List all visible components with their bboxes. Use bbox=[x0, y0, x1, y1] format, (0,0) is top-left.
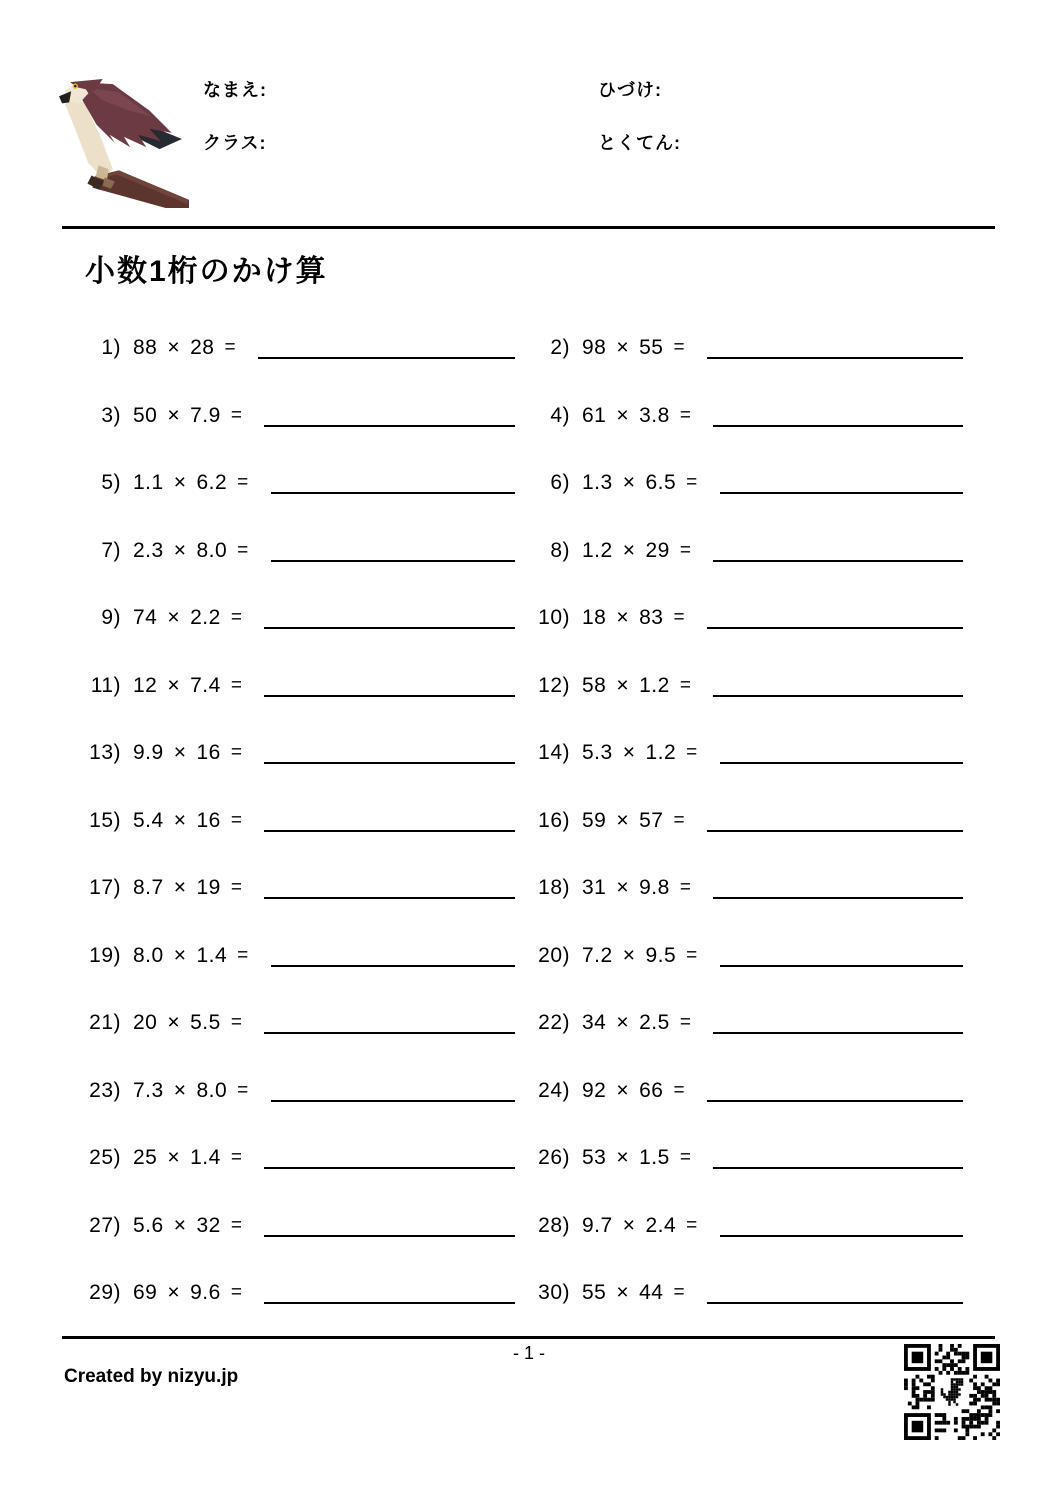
answer-line[interactable] bbox=[720, 471, 963, 494]
operand-a: 7.3 bbox=[133, 1078, 164, 1102]
operand-b: 28 bbox=[190, 336, 215, 359]
problem-number: 19) bbox=[89, 943, 121, 967]
answer-line[interactable] bbox=[713, 539, 963, 562]
problem-number: 20) bbox=[538, 943, 570, 967]
problem-row bbox=[526, 465, 963, 533]
times-symbol: × bbox=[173, 1213, 187, 1237]
answer-line[interactable] bbox=[271, 539, 515, 562]
equals-symbol: = bbox=[237, 944, 249, 966]
times-symbol: × bbox=[616, 1281, 630, 1304]
answer-line[interactable] bbox=[713, 1146, 963, 1169]
operand-a: 74 bbox=[133, 606, 158, 629]
page-number: - 1 - bbox=[512, 1343, 545, 1363]
answer-line[interactable] bbox=[713, 674, 963, 697]
equals-symbol: = bbox=[230, 742, 243, 763]
problem-number: 13) bbox=[89, 741, 121, 764]
problem-row bbox=[526, 803, 963, 871]
times-symbol: × bbox=[167, 606, 181, 629]
times-symbol: × bbox=[167, 336, 181, 359]
operand-a: 98 bbox=[582, 336, 607, 359]
times-symbol: × bbox=[173, 741, 187, 764]
credit-text: Created by nizyu.jp bbox=[64, 1366, 239, 1387]
operand-a: 50 bbox=[133, 403, 158, 427]
equals-symbol: = bbox=[679, 674, 692, 696]
equals-symbol: = bbox=[673, 337, 686, 358]
operand-b: 9.6 bbox=[190, 1281, 221, 1304]
times-symbol: × bbox=[173, 538, 187, 562]
problem-number: 29) bbox=[89, 1281, 121, 1304]
equals-symbol: = bbox=[679, 539, 692, 561]
answer-line[interactable] bbox=[713, 404, 963, 427]
answer-line[interactable] bbox=[264, 876, 515, 899]
problem-row bbox=[77, 1208, 515, 1276]
answer-line[interactable] bbox=[713, 1011, 963, 1034]
operand-b: 16 bbox=[196, 741, 221, 764]
times-symbol: × bbox=[167, 1011, 181, 1034]
times-symbol: × bbox=[622, 1213, 636, 1237]
problem-row bbox=[77, 1005, 515, 1073]
problem-row bbox=[526, 330, 963, 398]
problem-row bbox=[77, 330, 515, 398]
name-field-label: なまえ: bbox=[203, 80, 267, 100]
equals-symbol: = bbox=[230, 404, 243, 426]
problem-number: 1) bbox=[101, 336, 121, 359]
problem-row bbox=[526, 533, 963, 601]
problem-row bbox=[526, 1005, 963, 1073]
equals-symbol: = bbox=[686, 1214, 698, 1236]
problem-number: 5) bbox=[101, 471, 121, 494]
answer-line[interactable] bbox=[271, 1079, 515, 1102]
equals-symbol: = bbox=[230, 607, 243, 628]
operand-a: 34 bbox=[582, 1011, 607, 1034]
problem-row bbox=[526, 668, 963, 736]
operand-b: 57 bbox=[639, 808, 664, 832]
operand-b: 1.2 bbox=[639, 673, 670, 697]
times-symbol: × bbox=[167, 403, 181, 427]
date-field-label: ひづけ: bbox=[598, 80, 662, 100]
problem-row bbox=[526, 1275, 963, 1343]
times-symbol: × bbox=[616, 673, 630, 697]
operand-a: 69 bbox=[133, 1281, 158, 1304]
problem-number: 16) bbox=[538, 808, 570, 832]
operand-b: 1.4 bbox=[196, 943, 228, 967]
problem-row bbox=[526, 1208, 963, 1276]
header-divider bbox=[62, 226, 995, 229]
operand-b: 8.0 bbox=[196, 1078, 228, 1102]
times-symbol: × bbox=[173, 876, 187, 899]
times-symbol: × bbox=[616, 1011, 630, 1034]
problem-row bbox=[77, 398, 515, 466]
operand-b: 32 bbox=[196, 1213, 221, 1237]
operand-a: 61 bbox=[582, 403, 607, 427]
problem-row bbox=[77, 870, 515, 938]
answer-line[interactable] bbox=[264, 809, 515, 832]
times-symbol: × bbox=[173, 1078, 187, 1102]
problem-number: 11) bbox=[90, 673, 121, 697]
worksheet-title: 小数1桁のかけ算 bbox=[85, 255, 328, 288]
answer-line[interactable] bbox=[707, 1079, 963, 1102]
problem-row bbox=[77, 668, 515, 736]
times-symbol: × bbox=[173, 808, 187, 832]
problem-number: 23) bbox=[89, 1078, 121, 1102]
operand-b: 2.2 bbox=[190, 606, 221, 629]
answer-line[interactable] bbox=[264, 674, 515, 697]
operand-a: 5.6 bbox=[133, 1213, 164, 1237]
answer-line[interactable] bbox=[707, 336, 963, 359]
answer-line[interactable] bbox=[264, 404, 515, 427]
problem-number: 8) bbox=[550, 538, 570, 562]
equals-symbol: = bbox=[679, 1012, 692, 1033]
problem-row bbox=[526, 735, 963, 803]
operand-a: 1.1 bbox=[133, 471, 164, 494]
times-symbol: × bbox=[622, 471, 636, 494]
equals-symbol: = bbox=[686, 944, 698, 966]
operand-b: 2.5 bbox=[639, 1011, 670, 1034]
class-field-label: クラス: bbox=[203, 133, 267, 153]
problem-number: 18) bbox=[538, 876, 570, 899]
operand-a: 20 bbox=[133, 1011, 158, 1034]
operand-a: 58 bbox=[582, 673, 607, 697]
problems-grid bbox=[77, 330, 963, 1343]
operand-a: 1.2 bbox=[582, 538, 613, 562]
equals-symbol: = bbox=[679, 404, 692, 426]
operand-b: 8.0 bbox=[196, 538, 228, 562]
problem-row bbox=[77, 735, 515, 803]
equals-symbol: = bbox=[673, 809, 686, 831]
problem-number: 24) bbox=[538, 1078, 570, 1102]
operand-b: 5.5 bbox=[190, 1011, 221, 1034]
problem-number: 3) bbox=[101, 403, 121, 427]
answer-line[interactable] bbox=[720, 944, 963, 967]
times-symbol: × bbox=[622, 741, 636, 764]
times-symbol: × bbox=[167, 673, 181, 697]
operand-a: 18 bbox=[582, 606, 607, 629]
times-symbol: × bbox=[616, 336, 630, 359]
equals-symbol: = bbox=[237, 472, 249, 493]
equals-symbol: = bbox=[237, 539, 249, 561]
times-symbol: × bbox=[616, 403, 630, 427]
answer-line[interactable] bbox=[720, 1214, 963, 1237]
problem-row bbox=[526, 398, 963, 466]
operand-a: 7.2 bbox=[582, 943, 613, 967]
times-symbol: × bbox=[622, 538, 636, 562]
problem-row bbox=[526, 1140, 963, 1208]
operand-b: 16 bbox=[196, 808, 221, 832]
times-symbol: × bbox=[622, 943, 636, 967]
problem-number: 10) bbox=[538, 606, 570, 629]
pupil-shape bbox=[74, 85, 76, 87]
problem-number: 4) bbox=[550, 403, 570, 427]
qr-code-icon bbox=[904, 1344, 1000, 1440]
problem-row bbox=[77, 1073, 515, 1141]
operand-a: 92 bbox=[582, 1078, 607, 1102]
problem-row bbox=[526, 938, 963, 1006]
problem-number: 28) bbox=[538, 1213, 570, 1237]
problem-number: 27) bbox=[89, 1213, 121, 1237]
problem-number: 30) bbox=[538, 1281, 570, 1304]
operand-b: 55 bbox=[639, 336, 664, 359]
operand-a: 31 bbox=[582, 876, 607, 899]
operand-a: 5.4 bbox=[133, 808, 164, 832]
times-symbol: × bbox=[616, 808, 630, 832]
operand-a: 59 bbox=[582, 808, 607, 832]
footer-divider bbox=[62, 1336, 995, 1339]
operand-b: 9.5 bbox=[645, 943, 677, 967]
operand-a: 9.9 bbox=[133, 741, 164, 764]
problem-number: 12) bbox=[538, 673, 570, 697]
problem-row bbox=[77, 465, 515, 533]
problem-row bbox=[526, 1073, 963, 1141]
problem-number: 6) bbox=[550, 471, 570, 494]
equals-symbol: = bbox=[679, 877, 692, 898]
problem-number: 2) bbox=[550, 336, 570, 359]
problem-number: 17) bbox=[89, 876, 121, 899]
operand-b: 7.4 bbox=[190, 673, 221, 697]
operand-b: 66 bbox=[639, 1078, 664, 1102]
problem-row bbox=[77, 600, 515, 668]
problem-row bbox=[526, 600, 963, 668]
equals-symbol: = bbox=[673, 607, 686, 628]
answer-line[interactable] bbox=[264, 1011, 515, 1034]
answer-line[interactable] bbox=[707, 606, 963, 629]
problem-number: 26) bbox=[538, 1146, 570, 1169]
times-symbol: × bbox=[616, 1078, 630, 1102]
operand-b: 29 bbox=[645, 538, 670, 562]
operand-b: 3.8 bbox=[639, 403, 670, 427]
operand-a: 2.3 bbox=[133, 538, 164, 562]
problem-row bbox=[77, 938, 515, 1006]
equals-symbol: = bbox=[673, 1079, 686, 1101]
operand-b: 44 bbox=[639, 1281, 664, 1304]
equals-symbol: = bbox=[679, 1147, 692, 1168]
answer-line[interactable] bbox=[720, 741, 963, 764]
operand-b: 1.2 bbox=[645, 741, 677, 764]
operand-b: 1.4 bbox=[190, 1146, 221, 1169]
answer-line[interactable] bbox=[264, 1281, 515, 1304]
equals-symbol: = bbox=[230, 877, 243, 898]
problem-number: 9) bbox=[101, 606, 121, 629]
problem-row bbox=[77, 803, 515, 871]
score-field-label: とくてん: bbox=[598, 133, 681, 153]
answer-line[interactable] bbox=[713, 876, 963, 899]
operand-a: 8.7 bbox=[133, 876, 164, 899]
operand-b: 83 bbox=[639, 606, 664, 629]
equals-symbol: = bbox=[224, 337, 237, 358]
hawk-illustration-icon bbox=[58, 76, 190, 208]
problem-row bbox=[77, 1275, 515, 1343]
operand-a: 9.7 bbox=[582, 1213, 613, 1237]
answer-line[interactable] bbox=[264, 1214, 515, 1237]
operand-a: 8.0 bbox=[133, 943, 164, 967]
equals-symbol: = bbox=[686, 742, 698, 763]
answer-line[interactable] bbox=[271, 944, 515, 967]
answer-line[interactable] bbox=[264, 1146, 515, 1169]
operand-b: 19 bbox=[196, 876, 221, 899]
times-symbol: × bbox=[167, 1146, 181, 1169]
operand-a: 55 bbox=[582, 1281, 607, 1304]
problem-number: 15) bbox=[89, 808, 121, 832]
problem-number: 7) bbox=[101, 538, 121, 562]
times-symbol: × bbox=[616, 606, 630, 629]
operand-b: 1.5 bbox=[639, 1146, 670, 1169]
operand-a: 5.3 bbox=[582, 741, 613, 764]
operand-b: 6.5 bbox=[645, 471, 677, 494]
answer-line[interactable] bbox=[258, 336, 515, 359]
equals-symbol: = bbox=[230, 1012, 243, 1033]
answer-line[interactable] bbox=[707, 809, 963, 832]
problem-number: 22) bbox=[538, 1011, 570, 1034]
equals-symbol: = bbox=[230, 1214, 243, 1236]
times-symbol: × bbox=[616, 876, 630, 899]
operand-b: 7.9 bbox=[190, 403, 221, 427]
problem-row bbox=[77, 533, 515, 601]
problem-number: 21) bbox=[89, 1011, 121, 1034]
equals-symbol: = bbox=[230, 1282, 243, 1303]
problem-row bbox=[526, 870, 963, 938]
times-symbol: × bbox=[167, 1281, 181, 1304]
equals-symbol: = bbox=[686, 472, 698, 493]
times-symbol: × bbox=[616, 1146, 630, 1169]
problem-number: 25) bbox=[89, 1146, 121, 1169]
times-symbol: × bbox=[173, 471, 187, 494]
answer-line[interactable] bbox=[264, 741, 515, 764]
equals-symbol: = bbox=[230, 1147, 243, 1168]
times-symbol: × bbox=[173, 943, 187, 967]
operand-a: 12 bbox=[133, 673, 158, 697]
equals-symbol: = bbox=[230, 674, 243, 696]
equals-symbol: = bbox=[237, 1079, 249, 1101]
answer-line[interactable] bbox=[271, 471, 515, 494]
problem-number: 14) bbox=[538, 741, 570, 764]
equals-symbol: = bbox=[673, 1282, 686, 1303]
problem-row bbox=[77, 1140, 515, 1208]
answer-line[interactable] bbox=[707, 1281, 963, 1304]
answer-line[interactable] bbox=[264, 606, 515, 629]
equals-symbol: = bbox=[230, 809, 243, 831]
operand-a: 25 bbox=[133, 1146, 158, 1169]
operand-b: 6.2 bbox=[196, 471, 228, 494]
operand-b: 2.4 bbox=[645, 1213, 677, 1237]
operand-b: 9.8 bbox=[639, 876, 670, 899]
operand-a: 53 bbox=[582, 1146, 607, 1169]
operand-a: 1.3 bbox=[582, 471, 613, 494]
operand-a: 88 bbox=[133, 336, 158, 359]
